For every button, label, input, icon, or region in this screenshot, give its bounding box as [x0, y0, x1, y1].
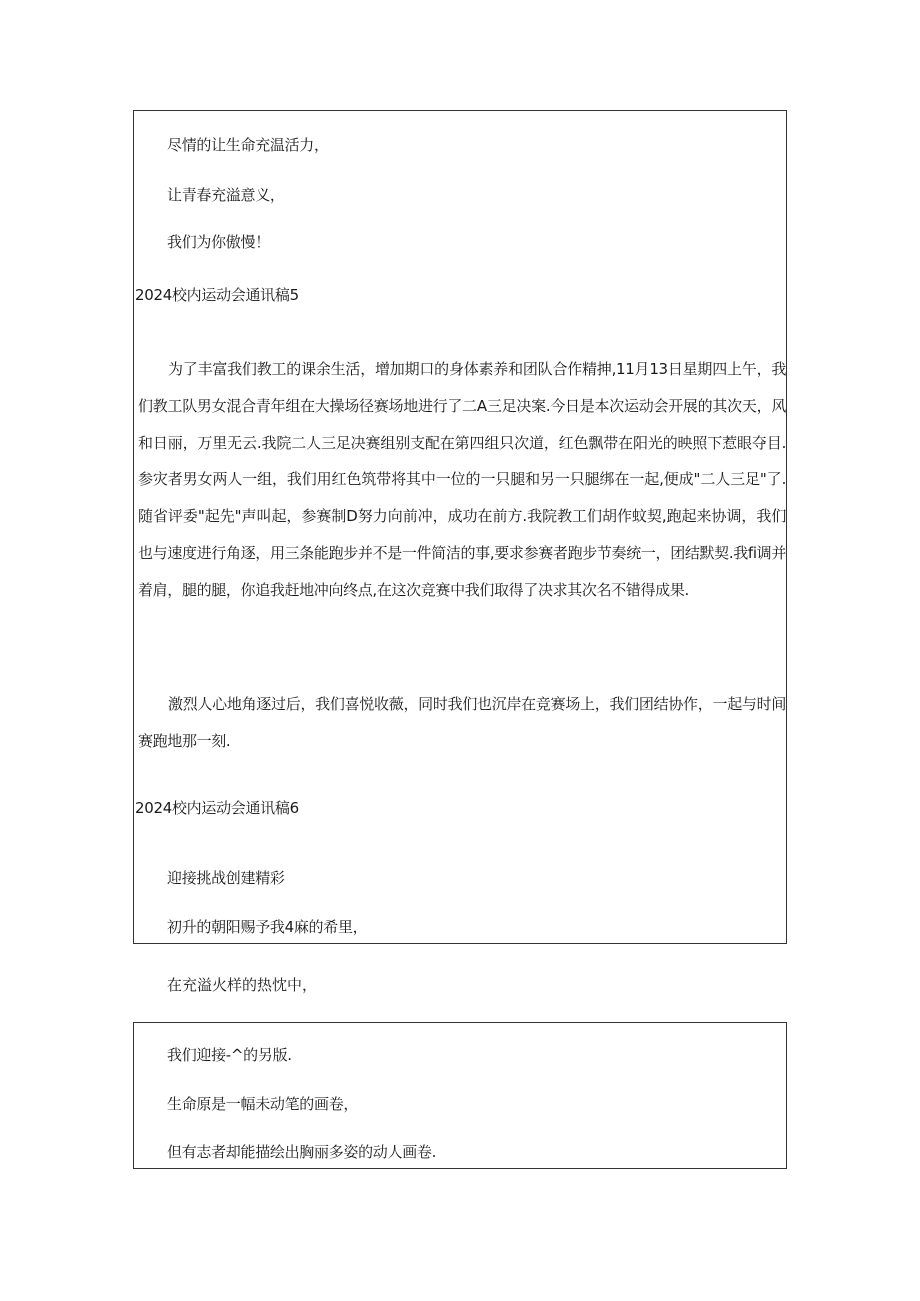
content-frame-top: [133, 110, 787, 944]
poem-line: 我们为你傲慢！: [167, 233, 270, 251]
article-paragraph: 为了丰富我们教工的课余生活，增加期口的身体素养和团队合作精抻,11月13日星期四上午，我们教工队男女混合青年组在大操场径赛场地进行了二A三足决案.今日是本次运动会开展的其次天，风和日丽，万里无云.我院二人三足决赛组别支配在第四组只次道，红色飘带在阳光的映照下惹眼夺目.参灾者男女两人一组，我们用红色筑带将其中一位的一只腿和另一只腿绑在一起,便成"二人三足"了.随省评委"起先"声叫起，参赛制D努力向前冲，成功在前方.我院教工们胡作蚊契,跑起来协调，我们也与速度进行角逐，用三条能跑步并不是一件简洁的事,要求参赛者跑步节奏统一，团结默契.我fi调并着肩，腿的腿，你追我赶地冲向终点,在这次竞赛中我们取得了决求其次名不错得成果.: [138, 360, 786, 599]
section-heading-6: 2024校内运动会通讯稿6: [135, 799, 299, 817]
poem-line: 但有志者却能描绘出胸丽多姿的动人画卷.: [167, 1143, 437, 1161]
content-frame-bottom: [133, 1022, 787, 1169]
poem-line: 在充溢火样的热忱中，: [167, 976, 318, 994]
poem-line: 让青春充溢意义，: [167, 186, 285, 204]
article-paragraph: 激烈人心地角逐过后，我们喜悦收薇，同时我们也沉岸在竞赛场上，我们团结协作，一起与时间赛跑地那一刻.: [138, 695, 786, 750]
poem-title: 迎接挑战创建精彩: [167, 869, 285, 887]
poem-line: 我们迎接-^的另版.: [167, 1046, 292, 1064]
poem-line: 生命原是一幅未动笔的画卷，: [167, 1095, 359, 1113]
section-heading-5: 2024校内运动会通讯稿5: [135, 286, 299, 304]
poem-line: 尽情的让生命充温活力，: [167, 136, 329, 154]
poem-line: 初升的朝阳赐予我4麻的希里，: [167, 918, 368, 936]
